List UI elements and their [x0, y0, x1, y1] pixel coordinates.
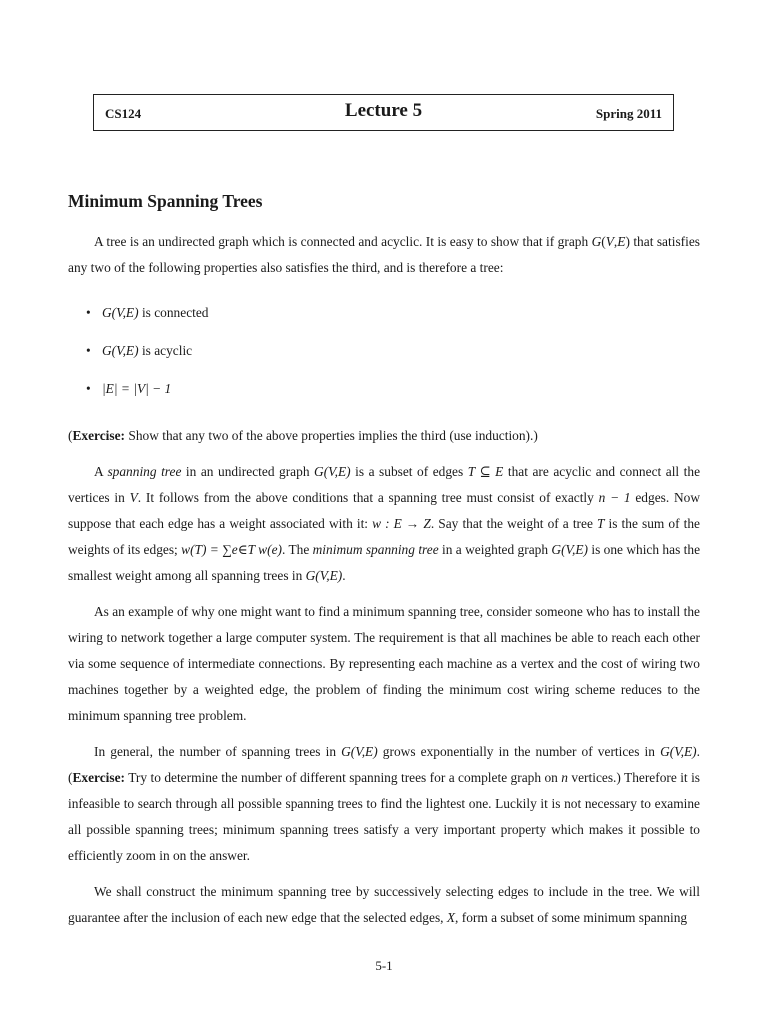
math-expression: w(T) = ∑e∈T w(e) — [181, 542, 282, 557]
exercise-text: Show that any two of the above properties implies the third (use induction).) — [125, 428, 538, 443]
paragraph-text: that are acyclic and connect all the vertices in — [68, 464, 701, 505]
paragraph-text: . The — [281, 542, 313, 557]
defined-term: spanning tree — [107, 464, 182, 479]
math-expression: G(V,E) — [551, 542, 588, 557]
exercise-label: Exercise: — [72, 770, 126, 785]
page-number: 5-1 — [375, 958, 393, 973]
math-symbol: n — [561, 770, 568, 785]
math-symbol: G — [591, 234, 602, 249]
list-item-text: is connected — [141, 305, 209, 320]
bullet-icon: • — [86, 381, 91, 396]
paragraph-text: A tree is an undirected graph which is connected and acyclic. It is easy to show that if graph — [94, 234, 592, 249]
math-expression: T ⊆ E — [467, 464, 504, 479]
math-expression: G(V,E) — [314, 464, 351, 479]
bullet-icon: • — [86, 305, 91, 320]
math-expression: w : E → Z — [372, 516, 431, 531]
paragraph-text: In general, the number of spanning trees in — [94, 744, 342, 759]
paragraph-text: ) that satisfies any two of the following properties also satisfies the third, and is therefore a tree: — [68, 234, 700, 275]
paragraph-text: edges. Now suppose that each edge has a weight associated with it: — [68, 490, 700, 531]
paragraph-count — [68, 739, 700, 869]
paragraph-text: We shall construct the minimum spanning tree by successively selecting edges to include in the tree. We will guarantee after the inclusion of each new edge that the selected edges, — [68, 884, 700, 925]
paragraph-tree-definition — [68, 229, 700, 281]
math-expression: G(V,E) — [305, 568, 343, 583]
paragraph-text: is one which has the smallest weight among all spanning trees in — [68, 542, 701, 583]
paragraph-text: . Say that the weight of a tree — [430, 516, 597, 531]
math-symbol: E — [617, 234, 626, 249]
paragraph-text: is a subset of edges — [350, 464, 468, 479]
paragraph-construction — [68, 879, 700, 931]
math-expression: n − 1 — [598, 490, 631, 505]
math-expression: G(V,E) — [102, 343, 139, 358]
paragraph-text: ( — [601, 234, 606, 249]
paragraph-wiring-example — [68, 599, 700, 729]
bullet-icon: • — [86, 343, 91, 358]
paragraph-text: grows exponentially in the number of vertices in — [377, 744, 661, 759]
paragraph-text: Try to determine the number of different spanning trees for a complete graph on — [125, 770, 562, 785]
paragraph-text: As an example of why one might want to find a minimum spanning tree, consider someone who has to install the wiring to network together a large computer system. The requirement is that all machines be able to reach each other via some sequence of intermediate connections. By representing each machine as a vertex and the cost of wiring two machines together by a weighted edge, the problem of finding the minimum cost wiring scheme reduces to the minimum spanning tree problem. — [68, 604, 700, 723]
defined-term: minimum spanning tree — [312, 542, 439, 557]
math-expression: G(V,E) — [660, 744, 697, 759]
paragraph-text: . — [342, 568, 346, 583]
term-label: Spring 2011 — [595, 106, 662, 121]
math-expression: |E| = |V| − 1 — [102, 381, 172, 396]
section-title: Minimum Spanning Trees — [68, 191, 263, 211]
math-symbol: X — [446, 910, 456, 925]
paragraph-text: is the sum of the weights of its edges; — [68, 516, 700, 557]
paragraph-text: . ( — [68, 744, 700, 785]
list-item — [86, 305, 209, 321]
paragraph-text: in an undirected graph — [181, 464, 315, 479]
paragraph-text: , form a subset of some minimum spanning — [455, 910, 688, 925]
course-code: CS124 — [105, 106, 142, 121]
lecture-header-box — [93, 94, 674, 131]
math-symbol: V — [129, 490, 138, 505]
exercise-label: Exercise: — [72, 428, 126, 443]
math-symbol: V — [605, 234, 614, 249]
paragraph-text: . It follows from the above conditions that a spanning tree must consist of exactly — [137, 490, 599, 505]
math-symbol: T — [597, 516, 605, 531]
paragraph-text: A — [94, 464, 108, 479]
list-item-text: is acyclic — [141, 343, 193, 358]
math-expression: G(V,E) — [341, 744, 378, 759]
paragraph-spanning-tree — [68, 459, 700, 589]
math-expression: G(V,E) — [102, 305, 139, 320]
lecture-title: Lecture 5 — [344, 100, 423, 121]
paragraph-text: in a weighted graph — [438, 542, 552, 557]
list-item — [86, 381, 171, 397]
exercise-note: (Exercise: Show that any two of the above properties implies the third (use induction).) — [68, 428, 538, 443]
paragraph-text: vertices.) Therefore it is infeasible to search through all possible spanning trees to find the lightest one. Luckily it is not necessary to examine all possible spanning trees; minimum spanning trees satisfy a very important property which makes it possible to efficiently zoom in on the answer. — [68, 770, 701, 863]
paragraph-text: , — [613, 234, 618, 249]
list-item — [86, 343, 192, 359]
